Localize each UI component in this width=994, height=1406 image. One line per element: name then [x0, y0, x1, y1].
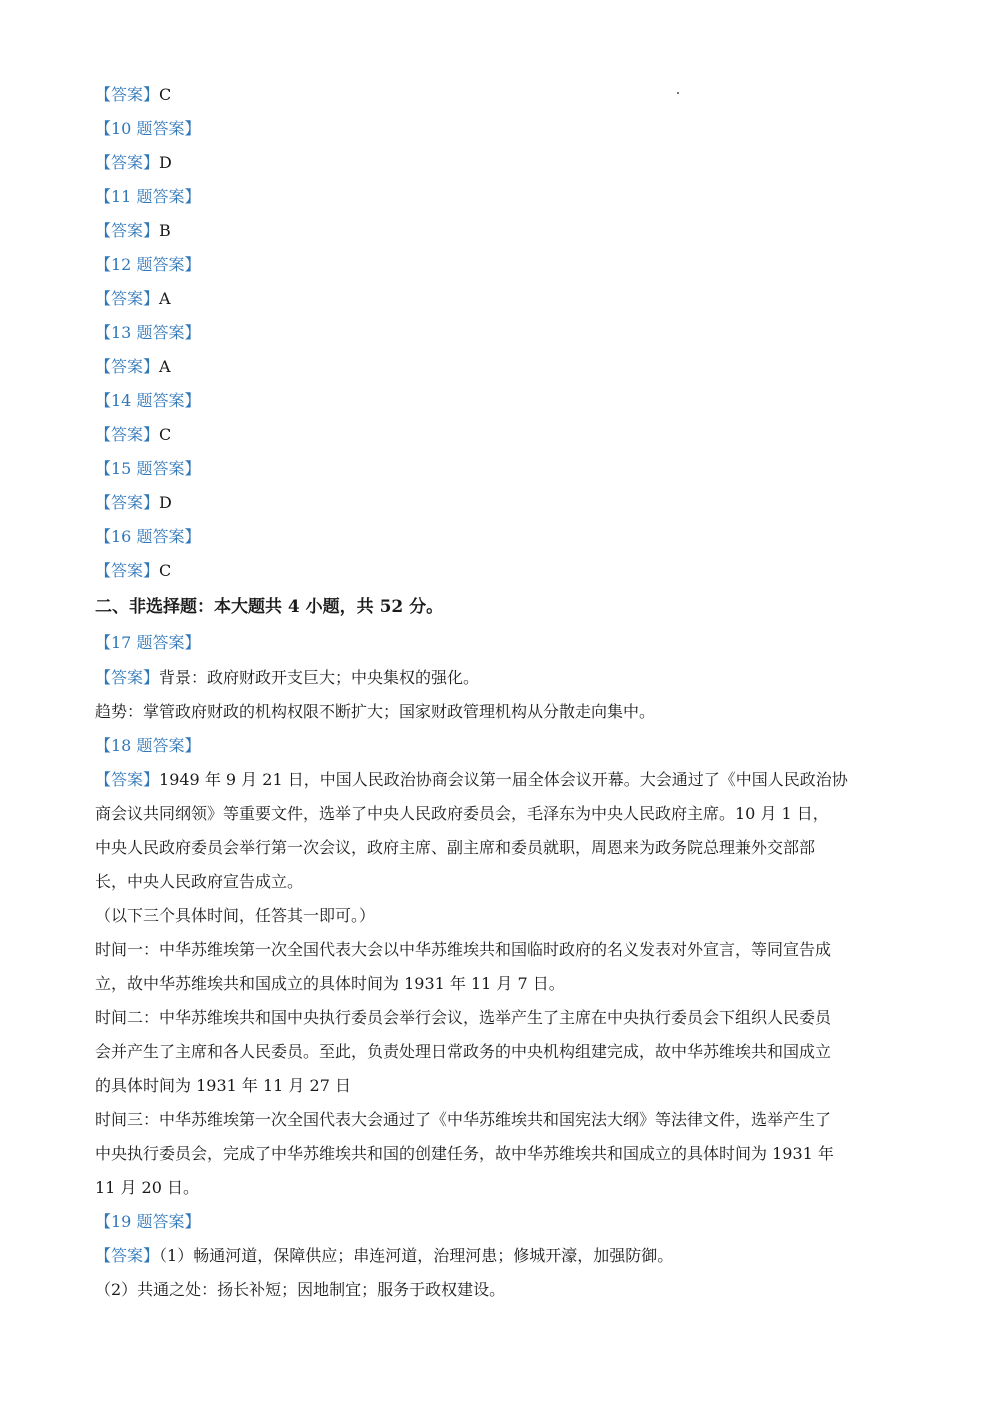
answer-tag: 【答案】: [95, 561, 160, 580]
answer-text: 1949 年 9 月 21 日，中国人民政治协商会议第一届全体会议开幕。大会通过了《中国人民政治协: [159, 770, 848, 789]
answer-value: D: [159, 493, 172, 512]
answer-line-q18: [95, 769, 905, 791]
answer-line-q11: [95, 220, 905, 242]
answer-tag: 【答案】: [95, 493, 160, 512]
answer-tag: 【答案】: [95, 85, 160, 104]
answer-line-q16: [95, 560, 905, 582]
question-tag-q18: 【18 题答案】: [95, 736, 201, 755]
answer-text-line: 11 月 20 日。: [95, 1178, 199, 1197]
answer-value: C: [159, 561, 172, 580]
answer-text-line: （2）共通之处：扬长补短；因地制宜；服务于政权建设。: [95, 1280, 506, 1299]
answer-text-line: 长，中央人民政府宣告成立。: [95, 872, 304, 891]
answer-line-q17: [95, 667, 905, 689]
answer-text: （1）畅通河道，保障供应；串连河道，治理河患；修城开濠，加强防御。: [159, 1246, 674, 1265]
question-tag-q16: 【16 题答案】: [95, 527, 201, 546]
section-heading: 二、非选择题：本大题共 4 小题，共 52 分。: [95, 597, 444, 617]
answer-line-q10: [95, 152, 905, 174]
answer-line-q15: [95, 492, 905, 514]
answer-tag: 【答案】: [95, 357, 160, 376]
answer-line-q9: [95, 84, 905, 106]
answer-line-q12: [95, 288, 905, 310]
question-tag-q10: 【10 题答案】: [95, 119, 201, 138]
answer-tag: 【答案】: [95, 770, 160, 789]
question-tag-q12: 【12 题答案】: [95, 255, 201, 274]
answer-note: （以下三个具体时间，任答其一即可。）: [95, 906, 376, 925]
answer-line-q19: [95, 1245, 905, 1267]
question-tag-q17: 【17 题答案】: [95, 633, 201, 652]
answer-text-line: 会并产生了主席和各人民委员。至此，负责处理日常政务的中央机构组建完成，故中华苏维埃共和国成立: [95, 1042, 832, 1061]
answer-tag: 【答案】: [95, 153, 160, 172]
answer-value: A: [159, 289, 171, 308]
answer-text-line: 趋势：掌管政府财政的机构权限不断扩大；国家财政管理机构从分散走向集中。: [95, 702, 656, 721]
answer-text-line: 中央人民政府委员会举行第一次会议，政府主席、副主席和委员就职，周恩来为政务院总理兼外交部部: [95, 838, 816, 857]
answer-value: D: [159, 153, 172, 172]
answer-text: 背景：政府财政开支巨大；中央集权的强化。: [159, 668, 480, 687]
question-tag-q19: 【19 题答案】: [95, 1212, 201, 1231]
answer-text-line: 商会议共同纲领》等重要文件，选举了中央人民政府委员会，毛泽东为中央人民政府主席。10 月 1 日，: [95, 804, 829, 823]
answer-tag: 【答案】: [95, 668, 160, 687]
answer-tag: 【答案】: [95, 425, 160, 444]
answer-tag: 【答案】: [95, 289, 160, 308]
question-tag-q13: 【13 题答案】: [95, 323, 201, 342]
answer-text-line: 中央执行委员会，完成了中华苏维埃共和国的创建任务，故中华苏维埃共和国成立的具体时间为 1931 年: [95, 1144, 834, 1163]
question-tag-q14: 【14 题答案】: [95, 391, 201, 410]
question-tag-q15: 【15 题答案】: [95, 459, 201, 478]
question-tag-q11: 【11 题答案】: [95, 187, 201, 206]
answer-text-line: 的具体时间为 1931 年 11 月 27 日: [95, 1076, 351, 1095]
answer-value: C: [159, 85, 172, 104]
answer-value: C: [159, 425, 172, 444]
answer-value: A: [159, 357, 171, 376]
answer-text-line: 时间一：中华苏维埃第一次全国代表大会以中华苏维埃共和国临时政府的名义发表对外宣言，等同宣告成: [95, 940, 832, 959]
answer-line-q13: [95, 356, 905, 378]
answer-text-line: 时间三：中华苏维埃第一次全国代表大会通过了《中华苏维埃共和国宪法大纲》等法律文件，选举产生了: [95, 1110, 832, 1129]
answer-value: B: [159, 221, 171, 240]
answer-text-line: 时间二：中华苏维埃共和国中央执行委员会举行会议，选举产生了主席在中央执行委员会下组织人民委员: [95, 1008, 832, 1027]
answer-line-q14: [95, 424, 905, 446]
answer-tag: 【答案】: [95, 221, 160, 240]
answer-tag: 【答案】: [95, 1246, 160, 1265]
answer-text-line: 立，故中华苏维埃共和国成立的具体时间为 1931 年 11 月 7 日。: [95, 974, 565, 993]
